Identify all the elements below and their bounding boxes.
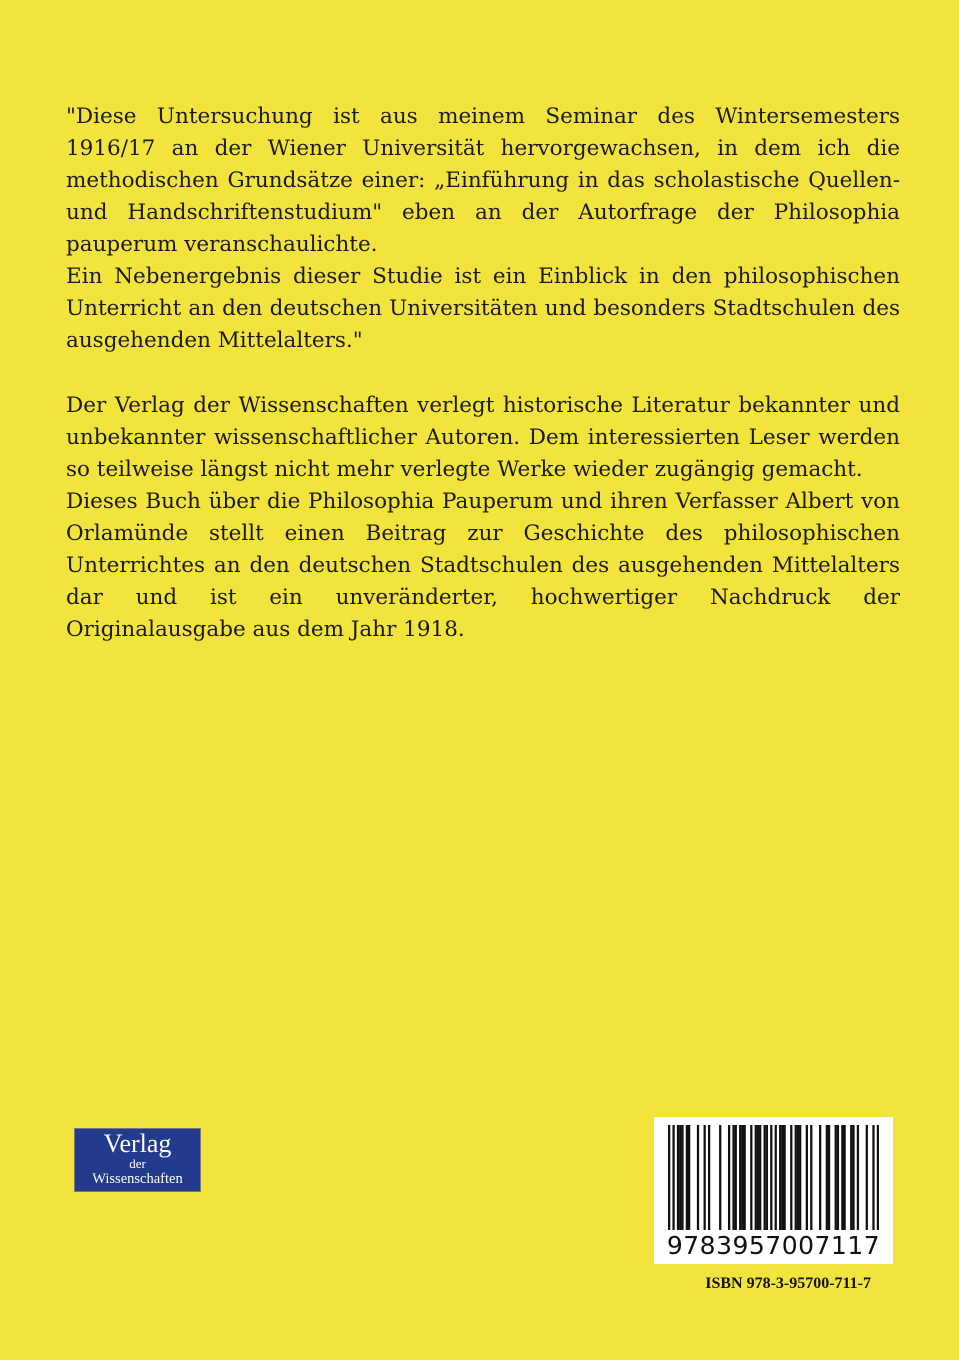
barcode-bar xyxy=(872,1125,874,1230)
barcode-bar xyxy=(779,1125,781,1230)
barcode-bar xyxy=(770,1125,772,1230)
barcode-bar xyxy=(866,1125,868,1230)
logo-text-wissenschaften: Wissenschaften xyxy=(92,1171,183,1187)
barcode-bar xyxy=(797,1125,799,1230)
barcode-bar xyxy=(668,1125,670,1230)
barcode-bar xyxy=(759,1125,761,1230)
barcode-bar xyxy=(719,1125,721,1230)
logo-text-verlag: Verlag xyxy=(103,1129,172,1158)
barcode-bar xyxy=(764,1125,766,1230)
barcode-bar xyxy=(681,1125,683,1230)
publisher-paragraph: Der Verlag der Wissenschaften verlegt historische Literatur bekannter und unbekannter wissenschaftlicher Autoren. Dem interessierten Leser werden so teilweise längst nicht mehr verlegte Werke wieder zugängig gemacht. xyxy=(66,393,900,482)
barcode-bar xyxy=(755,1125,757,1230)
barcode-bar xyxy=(783,1125,785,1230)
barcode-bar xyxy=(672,1125,674,1230)
quote-paragraph-2: Ein Nebenergebnis dieser Studie ist ein Einblick in den philosophischen Unterricht an den deutschen Universitäten und besonders Stadtschulen des ausgehenden Mittelalters." xyxy=(66,264,900,353)
barcode-bar xyxy=(806,1125,808,1230)
barcode-bar xyxy=(677,1125,679,1230)
barcode-bar xyxy=(826,1125,828,1230)
barcode-bar xyxy=(735,1125,737,1230)
logo-text-der: der xyxy=(129,1156,146,1171)
quote-paragraph-1: "Diese Untersuchung ist aus meinem Seminar des Wintersemesters 1916/17 an der Wiener Universität hervorgewachsen, in dem ich die methodischen Grundsätze einer: „Einführung in das scholastische Quellen- und Handschriftenstudium" eben an der Autorfrage der Philosophia pauperum veranschaulichte. xyxy=(66,104,900,257)
barcode-bar xyxy=(757,1125,759,1230)
barcode-bar xyxy=(841,1125,843,1230)
barcode-bars xyxy=(668,1125,879,1230)
barcode-bar xyxy=(852,1125,854,1230)
book-paragraph: Dieses Buch über die Philosophia Pauperum und ihren Verfasser Albert von Orlamünde stellt einen Beitrag zur Geschichte des philosophischen Unterrichtes an den deutschen Stadtschulen des ausgehenden Mittelalters dar und ist ein unveränderter, hochwertiger Nachdruck der Originalausgabe aus dem Jahr 1918. xyxy=(66,489,900,642)
barcode-bar xyxy=(697,1125,699,1230)
description-block xyxy=(66,390,900,646)
barcode-bar xyxy=(819,1125,821,1230)
barcode-bar xyxy=(775,1125,777,1230)
barcode xyxy=(654,1117,893,1264)
barcode-bar xyxy=(850,1125,852,1230)
barcode-bar xyxy=(686,1125,688,1230)
barcode-bar xyxy=(679,1125,681,1230)
barcode-bar xyxy=(799,1125,801,1230)
barcode-bar xyxy=(790,1125,792,1230)
barcode-bar xyxy=(728,1125,730,1230)
barcode-bar xyxy=(766,1125,768,1230)
publisher-logo xyxy=(74,1128,201,1192)
barcode-bar xyxy=(704,1125,706,1230)
isbn-label: ISBN 978-3-95700-711-7 xyxy=(705,1275,871,1292)
barcode-digits: 9783957007117 xyxy=(666,1231,881,1260)
barcode-bar xyxy=(857,1125,859,1230)
barcode-bar xyxy=(741,1125,743,1230)
barcode-bar xyxy=(781,1125,783,1230)
quote-block xyxy=(66,101,900,357)
barcode-bar xyxy=(837,1125,839,1230)
barcode-bar xyxy=(835,1125,837,1230)
barcode-bar xyxy=(750,1125,752,1230)
barcode-bar xyxy=(739,1125,741,1230)
barcode-bar xyxy=(828,1125,830,1230)
barcode-bar xyxy=(810,1125,812,1230)
barcode-bar xyxy=(843,1125,845,1230)
barcode-bar xyxy=(877,1125,879,1230)
barcode-bar xyxy=(795,1125,797,1230)
barcode-bar xyxy=(688,1125,690,1230)
barcode-bar xyxy=(744,1125,746,1230)
barcode-bar xyxy=(732,1125,734,1230)
barcode-bar xyxy=(708,1125,710,1230)
